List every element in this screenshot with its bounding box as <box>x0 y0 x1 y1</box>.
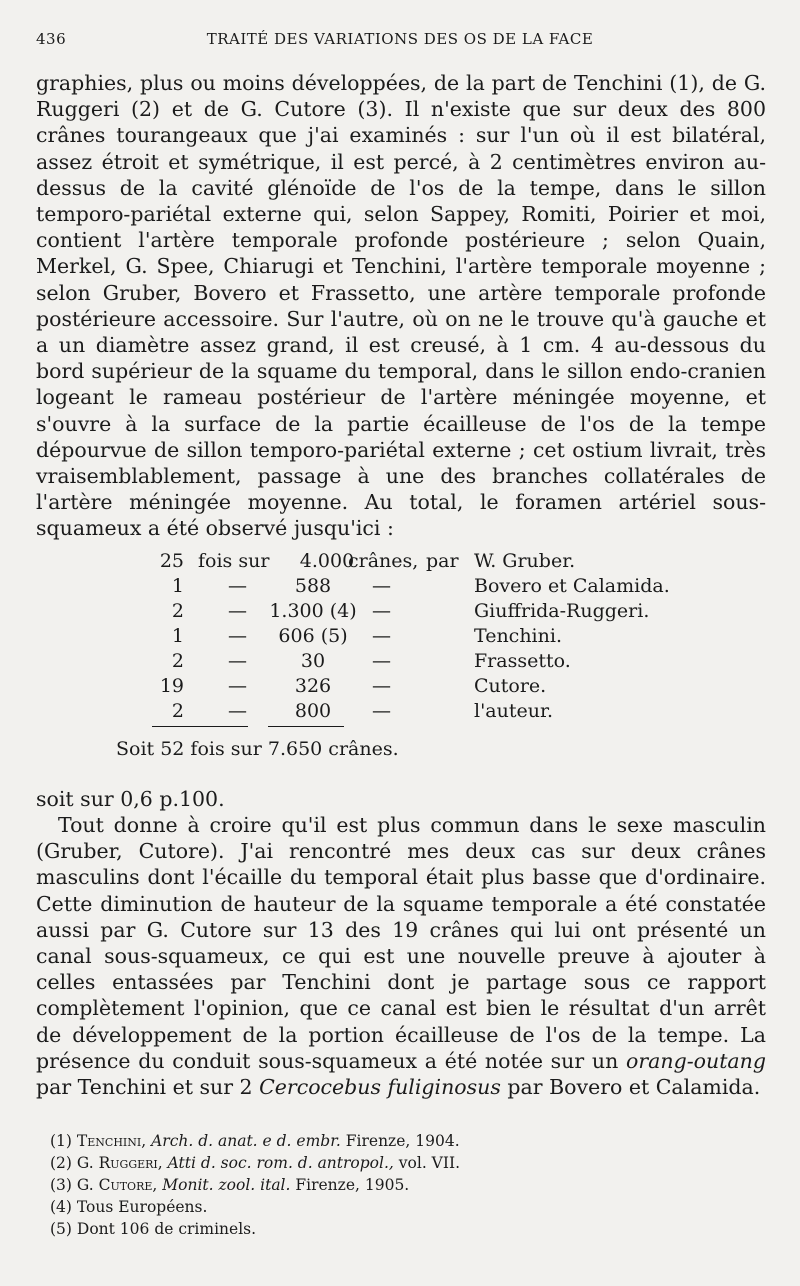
footnote-author: G. Cutore, <box>76 1176 158 1194</box>
author-cell: Giuffrida-Ruggeri. <box>474 600 650 622</box>
species-name: orang-outang <box>626 1048 766 1073</box>
ditto-dash: — <box>228 675 247 697</box>
count-cell: 2 <box>171 700 184 722</box>
table-row <box>0 550 800 576</box>
unit-label: crânes, <box>348 550 419 572</box>
footnote-text: Firenze, 1905. <box>295 1176 410 1194</box>
table-row <box>0 650 800 676</box>
footnote-number: (3) <box>50 1176 72 1194</box>
species-name: Cercocebus fuliginosus <box>259 1075 501 1100</box>
footnote-text: Tous Européens. <box>76 1198 208 1216</box>
paragraph-text: par Bovero et Calamida. <box>507 1075 761 1100</box>
table-row <box>0 575 800 601</box>
footnote-text: Firenze, 1904. <box>345 1132 460 1150</box>
skull-count-cell: 326 <box>294 675 332 697</box>
author-cell: Cutore. <box>474 675 547 697</box>
skull-count-cell: 606 (5) <box>278 625 348 647</box>
ditto-dash: — <box>228 600 247 622</box>
footnote-number: (5) <box>50 1220 72 1238</box>
ditto-dash: — <box>228 575 247 597</box>
table-row <box>0 700 800 726</box>
author-cell: W. Gruber. <box>474 550 576 572</box>
skull-count-cell: 4.000 <box>299 550 355 572</box>
running-header <box>36 30 764 56</box>
footnote-text: vol. VII. <box>398 1154 461 1172</box>
author-cell: Frassetto. <box>474 650 571 672</box>
page-number: 436 <box>36 30 67 48</box>
table-row <box>0 675 800 701</box>
footnote-title: Arch. d. anat. e d. embr. <box>151 1132 341 1150</box>
ditto-dash: — <box>228 650 247 672</box>
count-cell: 19 <box>159 675 184 697</box>
body-paragraph: graphies, plus ou moins développées, de la part de Tenchini (1), de G. Ruggeri (2) et de G. Cutore (3). Il n'existe que sur deux des 800 crânes tourangeaux que j'ai examinés : sur l'un où il est bilatéral, assez étroit et symétrique, il est percé, à 2 centimètres environ au-dessus de la cavité glénoïde de l'os de la tempe, dans le sillon temporo-pariétal externe qui, selon Sappey, Romiti, Poirier et moi, contient l'artère temporale profonde postérieure ; selon Quain, Merkel, G. Spee, Chiarugi et Tenchini, l'artère temporale moyenne ; selon Gruber, Bovero et Frassetto, une artère temporale profonde postérieure accessoire. Sur l'autre, où on ne le trouve qu'à gauche et a un diamètre assez grand, il est creusé, à 1 cm. 4 au-dessous du bord supérieur de la squame du temporal, dans le sillon endo-cranien logeant le rameau postérieur de l'artère méningée moyenne, et s'ouvre à la surface de la partie écailleuse de l'os de la tempe dépourvue de sillon temporo-pariétal externe ; cet ostium livrait, très vraisemblablement, passage à une des branches collatérales de l'artère méningée moyenne. Au total, le foramen artériel sous-squameux a été observé jusqu'ici : <box>36 71 766 541</box>
footnote-number: (4) <box>50 1198 72 1216</box>
ditto-dash: — <box>372 675 391 697</box>
count-cell: 1 <box>171 625 184 647</box>
footnote-title: Atti d. soc. rom. d. antropol., <box>167 1154 394 1172</box>
footnote-number: (1) <box>50 1132 72 1150</box>
ditto-dash: — <box>372 650 391 672</box>
count-cell: 2 <box>171 600 184 622</box>
footnote-title: Monit. zool. ital. <box>162 1176 291 1194</box>
footnotes <box>50 1130 770 1240</box>
ditto-dash: — <box>372 625 391 647</box>
ditto-dash: — <box>228 625 247 647</box>
fois-sur-label: fois sur <box>198 550 270 572</box>
count-cell: 2 <box>171 650 184 672</box>
footnote <box>50 1152 770 1174</box>
count-cell: 1 <box>171 575 184 597</box>
footnote <box>50 1174 770 1196</box>
skull-count-cell: 1.300 (4) <box>269 600 357 622</box>
par-label: par <box>426 550 459 572</box>
body-paragraph <box>36 812 766 1100</box>
author-cell: Bovero et Calamida. <box>474 575 670 597</box>
footnote <box>50 1196 770 1218</box>
footnote-number: (2) <box>50 1154 72 1172</box>
table-row <box>0 600 800 626</box>
count-cell: 25 <box>159 550 184 572</box>
footnote-text: Dont 106 de criminels. <box>76 1220 257 1238</box>
sum-rule-skulls <box>268 726 344 727</box>
body-paragraph: soit sur 0,6 p.100. <box>36 787 225 811</box>
ditto-dash: — <box>372 700 391 722</box>
paragraph-text: Tout donne à croire qu'il est plus commun dans le sexe masculin (Gruber, Cutore). J'ai rencontré mes deux cas sur deux crânes masculins dont l'écaille du temporal était plus basse que d'ordinaire. Cette diminution de hauteur de la squame temporale a été constatée aussi par G. Cutore sur 13 des 19 crânes qui lui ont présenté un canal sous-squameux, ce qui est une nouvelle preuve à ajouter à celles entassées par Tenchini dont je partage sous ce rapport complètement l'opinion, que ce canal est bien le résultat d'un arrêt de développement de la portion écailleuse de l'os de la tempe. La présence du conduit sous-squameux a été notée sur un <box>36 813 766 1073</box>
author-cell: Tenchini. <box>474 625 562 647</box>
ditto-dash: — <box>372 600 391 622</box>
footnote-author: G. Ruggeri, <box>76 1154 163 1172</box>
sum-rule-count <box>152 726 248 727</box>
paragraph-text: par Tenchini et sur 2 <box>36 1075 253 1100</box>
skull-count-cell: 800 <box>294 700 332 722</box>
footnote <box>50 1218 770 1240</box>
total-line: Soit 52 fois sur 7.650 crânes. <box>116 738 399 760</box>
skull-count-cell: 30 <box>300 650 326 672</box>
ditto-dash: — <box>228 700 247 722</box>
running-title: TRAITÉ DES VARIATIONS DES OS DE LA FACE <box>206 30 594 48</box>
ditto-dash: — <box>372 575 391 597</box>
footnote-author: Tenchini, <box>76 1132 147 1150</box>
author-cell: l'auteur. <box>474 700 554 722</box>
footnote <box>50 1130 770 1152</box>
statistics-table <box>0 550 800 770</box>
table-row <box>0 625 800 651</box>
skull-count-cell: 588 <box>294 575 332 597</box>
